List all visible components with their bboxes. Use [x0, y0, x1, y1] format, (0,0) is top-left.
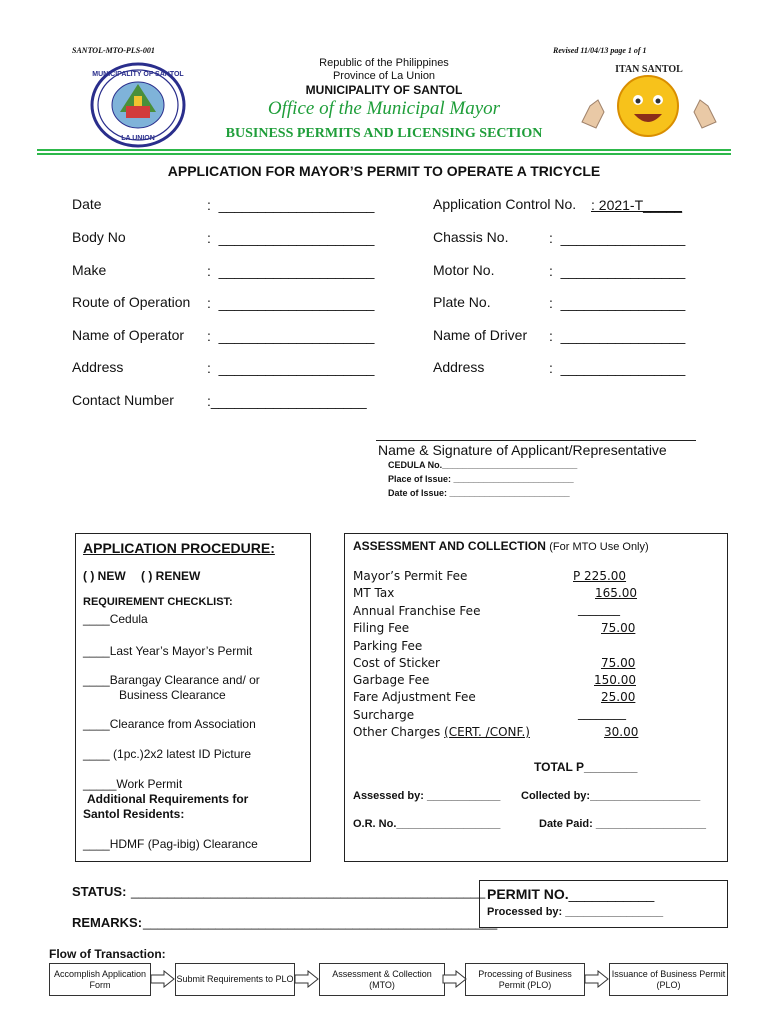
flow-step	[319, 963, 445, 996]
checklist-item-last-permit[interactable]: ____Last Year’s Mayor’s Permit	[83, 644, 253, 658]
procedure-title: APPLICATION PROCEDURE:	[83, 540, 275, 556]
flow-step-label: Submit Requirements to PLO	[176, 974, 294, 984]
fee-amount[interactable]: 30.00	[604, 725, 639, 739]
flow-title: Flow of Transaction:	[49, 947, 166, 961]
fee-name: MT Tax	[353, 586, 395, 600]
chassis-no-label: Chassis No.	[433, 229, 509, 245]
other-charges-name: Other Charges	[353, 725, 441, 739]
assessment-title	[353, 539, 649, 553]
status-label: STATUS:	[72, 884, 127, 899]
flow-arrow-icon	[150, 970, 175, 988]
flow-step-label: Processing of Business Permit (PLO)	[478, 968, 572, 990]
operator-address-field[interactable]: : ____________________	[207, 360, 375, 376]
permit-no-text: PERMIT NO.	[487, 886, 569, 902]
signature-line[interactable]	[376, 440, 696, 441]
fee-amount[interactable]: P 225.00	[573, 569, 627, 583]
processed-by-field[interactable]: Processed by: ________________	[487, 906, 664, 918]
header-rule-bottom	[37, 153, 731, 155]
date-field[interactable]: : ____________________	[207, 197, 375, 213]
operator-name-field[interactable]: : ____________________	[207, 328, 375, 344]
checklist-item-barangay[interactable]: ____Barangay Clearance and/ or	[83, 673, 260, 687]
total-field[interactable]: TOTAL P________	[534, 760, 638, 774]
flow-arrow-icon	[442, 970, 467, 988]
body-no-label: Body No	[72, 229, 126, 245]
status-field[interactable]: _________________________________________________	[131, 884, 486, 899]
remarks-label: REMARKS:	[72, 915, 143, 930]
fee-name	[353, 725, 530, 739]
checklist-title: REQUIREMENT CHECKLIST:	[83, 596, 233, 608]
fee-name: Fare Adjustment Fee	[353, 690, 476, 704]
renew-checkbox[interactable]: ( ) RENEW	[141, 569, 201, 583]
motor-no-field[interactable]: : ________________	[549, 263, 686, 279]
flow-step	[175, 963, 295, 996]
fee-amount[interactable]: 150.00	[594, 673, 636, 687]
fee-name: Filing Fee	[353, 621, 410, 635]
checklist-item-work-permit[interactable]: _____Work Permit	[83, 777, 183, 791]
fee-amount[interactable]: 75.00	[601, 621, 636, 635]
driver-name-label: Name of Driver	[433, 327, 528, 343]
operator-name-label: Name of Operator	[72, 327, 185, 343]
flow-step	[49, 963, 151, 996]
fee-amount[interactable]: 25.00	[601, 690, 636, 704]
fee-amount[interactable]: 165.00	[595, 586, 637, 600]
make-label: Make	[72, 262, 107, 278]
chassis-no-field[interactable]: : ________________	[549, 230, 686, 246]
assessment-title-text: ASSESSMENT AND COLLECTION	[353, 539, 546, 553]
fee-amount[interactable]: 75.00	[601, 656, 636, 670]
fee-name: Parking Fee	[353, 639, 423, 653]
checklist-item-business-clearance: Business Clearance	[119, 688, 226, 702]
office-title: Office of the Municipal Mayor	[267, 98, 501, 119]
santol-mascot-logo	[574, 60, 724, 142]
plate-no-label: Plate No.	[433, 294, 491, 310]
permit-no-label	[487, 886, 654, 902]
other-charges-note: (CERT. /CONF.)	[444, 725, 530, 739]
flow-step	[609, 963, 728, 996]
fee-amount[interactable]: _______	[578, 602, 620, 616]
fee-name: Cost of Sticker	[353, 656, 440, 670]
municipality-text: MUNICIPALITY OF SANTOL	[305, 83, 463, 97]
control-no-label: Application Control No.	[433, 196, 577, 212]
collected-by-field[interactable]: Collected by:__________________	[521, 790, 701, 802]
flow-step-label: Issuance of Business Permit (PLO)	[611, 968, 726, 990]
date-paid-field[interactable]: Date Paid: __________________	[539, 818, 706, 830]
date-label: Date	[72, 196, 102, 212]
driver-address-label: Address	[433, 359, 485, 375]
checklist-item-hdmf[interactable]: ____HDMF (Pag-ibig) Clearance	[83, 837, 258, 851]
checklist-item-association[interactable]: ____Clearance from Association	[83, 717, 256, 731]
municipal-seal-logo	[90, 62, 186, 148]
svg-text:LA UNION: LA UNION	[121, 135, 155, 142]
flow-step	[465, 963, 585, 996]
motor-no-label: Motor No.	[433, 262, 495, 278]
revision-note: Revised 11/04/13 page 1 of 1	[553, 46, 647, 55]
contact-number-label: Contact Number	[72, 392, 174, 408]
cedula-field[interactable]: CEDULA No.___________________________	[388, 460, 578, 470]
permit-no-field[interactable]: ___________	[568, 886, 655, 902]
section-title: BUSINESS PERMITS AND LICENSING SECTION	[225, 126, 543, 141]
signature-label: Name & Signature of Applicant/Representative	[378, 442, 667, 458]
plate-no-field[interactable]: : ________________	[549, 295, 686, 311]
fee-name: Annual Franchise Fee	[353, 604, 481, 618]
checklist-item-cedula[interactable]: ____Cedula	[83, 612, 148, 626]
route-label: Route of Operation	[72, 294, 191, 310]
remarks-field[interactable]: _________________________________________________	[143, 915, 498, 930]
svg-text:MUNICIPALITY OF SANTOL: MUNICIPALITY OF SANTOL	[92, 71, 184, 78]
operator-address-label: Address	[72, 359, 124, 375]
svg-text:ITAN SANTOL: ITAN SANTOL	[615, 64, 683, 75]
make-field[interactable]: : ____________________	[207, 263, 375, 279]
form-title: APPLICATION FOR MAYOR’S PERMIT TO OPERATE A TRICYCLE	[167, 163, 601, 179]
fee-name: Surcharge	[353, 708, 415, 722]
date-of-issue-field[interactable]: Date of Issue: ________________________	[388, 488, 570, 498]
body-no-field[interactable]: : ____________________	[207, 230, 375, 246]
additional-title-2: Santol Residents:	[83, 807, 185, 821]
driver-name-field[interactable]: : ________________	[549, 328, 686, 344]
additional-title: Additional Requirements for	[87, 792, 249, 806]
flow-arrow-icon	[584, 970, 609, 988]
new-checkbox[interactable]: ( ) NEW	[83, 569, 126, 583]
place-of-issue-field[interactable]: Place of Issue: ________________________	[388, 474, 574, 484]
contact-number-field[interactable]: :____________________	[207, 393, 367, 409]
flow-step-label: Assessment & Collection (MTO)	[332, 968, 432, 990]
province-text: Province of La Union	[332, 70, 436, 82]
flow-step-label: Accomplish Application Form	[53, 968, 147, 990]
header-rule-top	[37, 149, 731, 151]
flow-arrow-icon	[294, 970, 319, 988]
fee-amount[interactable]: ________	[578, 706, 626, 720]
republic-text: Republic of the Philippines	[319, 57, 449, 69]
assessed-by-field[interactable]: Assessed by: ____________	[353, 790, 501, 802]
control-no-field[interactable]: : 2021-T_____	[591, 197, 683, 213]
checklist-item-id-picture[interactable]: ____ (1pc.)2x2 latest ID Picture	[83, 747, 252, 761]
fee-name: Garbage Fee	[353, 673, 430, 687]
form-code: SANTOL-MTO-PLS-001	[72, 46, 155, 55]
route-field[interactable]: : ____________________	[207, 295, 375, 311]
assessment-note: (For MTO Use Only)	[549, 541, 649, 553]
fee-name: Mayor’s Permit Fee	[353, 569, 468, 583]
driver-address-field[interactable]: : ________________	[549, 360, 686, 376]
or-no-field[interactable]: O.R. No._________________	[353, 818, 501, 830]
